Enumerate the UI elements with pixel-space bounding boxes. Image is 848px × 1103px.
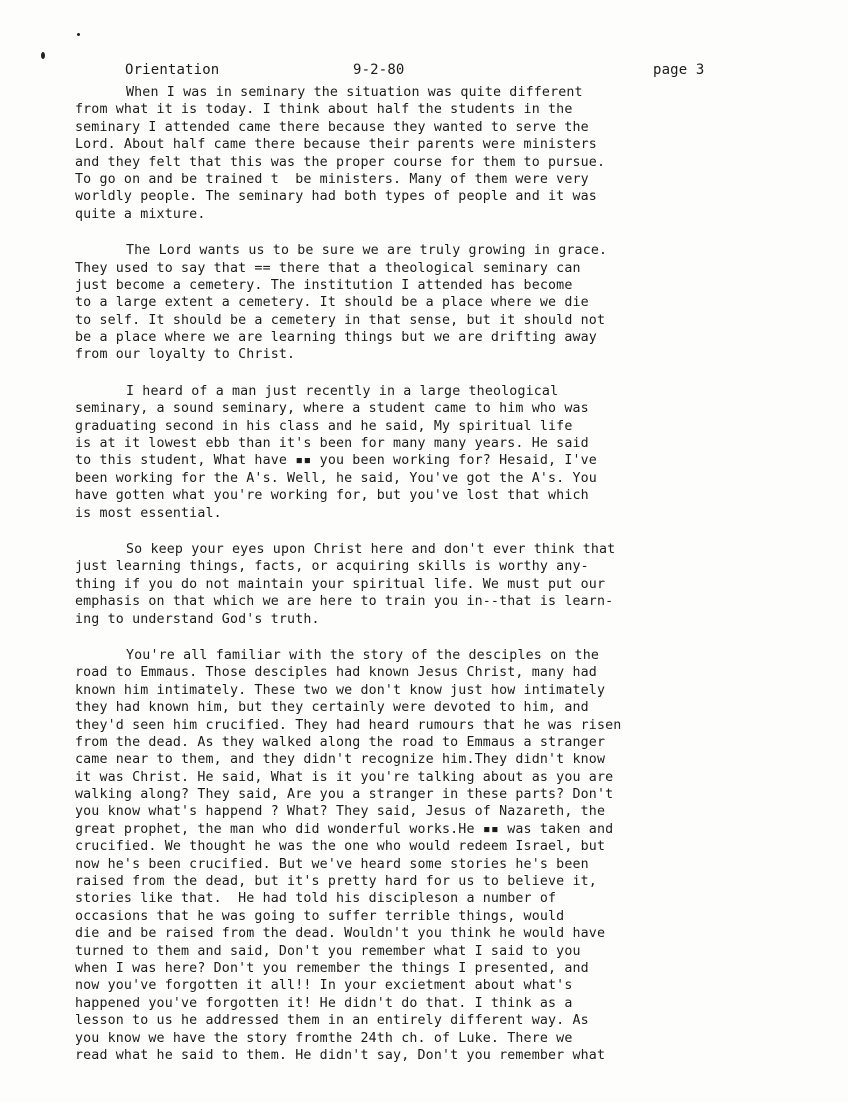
text-line: Lord. About half came there because their parents were ministers [75,137,597,153]
text-line: it was Christ. He said, What is it you're talking about as you are [75,769,614,785]
document-title: Orientation [125,62,220,78]
text-line: I heard of a man just recently in a large theological [126,383,559,399]
text-line: have gotten what you're working for, but you've lost that which [75,488,589,504]
text-line: when I was here? Don't you remember the things I presented, and [75,960,589,976]
text-line: When I was in seminary the situation was quite different [126,85,583,100]
text-line: great prophet, the man who did wonderful works.He ▪▪ was taken and [75,821,614,837]
text-line: is most essential. [75,505,222,521]
text-line: just become a cemetery. The institution I attended has become [75,277,573,293]
page-header [125,62,745,80]
text-line: been working for the A's. Well, he said, You've got the A's. You [75,470,597,486]
text-line: thing if you do not maintain your spiritual life. We must put our [75,576,606,592]
text-line: quite a mixture. [75,206,206,222]
paragraph [75,647,775,1064]
text-line: You're all familiar with the story of the desciples on the [126,647,600,663]
paragraph [75,84,775,223]
text-line: To go on and be trained t be ministers. Many of them were very [75,171,589,187]
text-line: from our loyalty to Christ. [75,347,296,363]
text-line: is at it lowest ebb than it's been for many many years. He said [75,436,589,452]
text-line: known him intimately. These two we don't know just how intimately [75,682,606,698]
text-line: they had known him, but they certainly were devoted to him, and [75,700,589,716]
text-line: happened you've forgotten it! He didn't do that. I think as a [75,995,573,1011]
text-line: ing to understand God's truth. [75,611,320,627]
text-line: seminary I attended came there because they wanted to serve the [75,119,589,135]
text-line: crucified. We thought he was the one who would redeem Israel, but [75,839,606,855]
text-line: from what it is today. I think about half the students in the [75,102,573,118]
text-line: they'd seen him crucified. They had heard rumours that he was risen [75,717,622,733]
text-line: to self. It should be a cemetery in that sense, but it should not [75,312,606,328]
paragraph [75,383,775,522]
text-line: So keep your eyes upon Christ here and don't ever think that [126,541,616,557]
text-line: graduating second in his class and he said, My spiritual life [75,418,573,434]
text-line: raised from the dead, but it's pretty hard for us to believe it, [75,874,597,890]
page-number: page 3 [653,62,705,78]
text-line: road to Emmaus. Those desciples had known Jesus Christ, many had [75,665,597,681]
document-date: 9-2-80 [353,62,405,78]
text-line: to this student, What have ▪▪ you been working for? Hesaid, I've [75,453,597,469]
text-line: came near to them, and they didn't recognize him.They didn't know [75,752,606,768]
text-line: They used to say that == there that a theological seminary can [75,260,581,276]
paragraph [75,541,775,628]
text-line: emphasis on that which we are here to train you in--that is learn- [75,594,614,610]
scan-speck [41,52,45,59]
text-line: you know what's happend ? What? They said, Jesus of Nazareth, the [75,804,606,820]
paragraph [75,242,775,364]
text-line: now you've forgotten it all!! In your excietment about what's [75,978,573,994]
text-line: The Lord wants us to be sure we are truly growing in grace. [126,243,608,259]
text-line: be a place where we are learning things but we are drifting away [75,330,597,346]
text-line: die and be raised from the dead. Wouldn't you think he would have [75,926,606,942]
text-line: occasions that he was going to suffer terrible things, would [75,908,565,924]
text-line: just learning things, facts, or acquiring skills is worthy any- [75,559,589,575]
text-line: turned to them and said, Don't you remember what I said to you [75,943,581,959]
text-line: worldly people. The seminary had both types of people and it was [75,189,597,205]
text-line: lesson to us he addressed them in an entirely different way. As [75,1013,589,1029]
text-line: and they felt that this was the proper course for them to pursue. [75,154,606,170]
text-line: you know we have the story fromthe 24th ch. of Luke. There we [75,1030,573,1046]
text-line: to a large extent a cemetery. It should be a place where we die [75,295,589,311]
body-text [75,84,775,1083]
text-line: now he's been crucified. But we've heard some stories he's been [75,856,589,872]
text-line: stories like that. He had told his discipleson a number of [75,891,557,907]
text-line: walking along? They said, Are you a stranger in these parts? Don't [75,787,614,803]
text-line: read what he said to them. He didn't say, Don't you remember what [75,1047,606,1063]
text-line: from the dead. As they walked along the road to Emmaus a stranger [75,734,606,750]
text-line: seminary, a sound seminary, where a student came to him who was [75,401,589,417]
scan-speck [77,33,80,36]
